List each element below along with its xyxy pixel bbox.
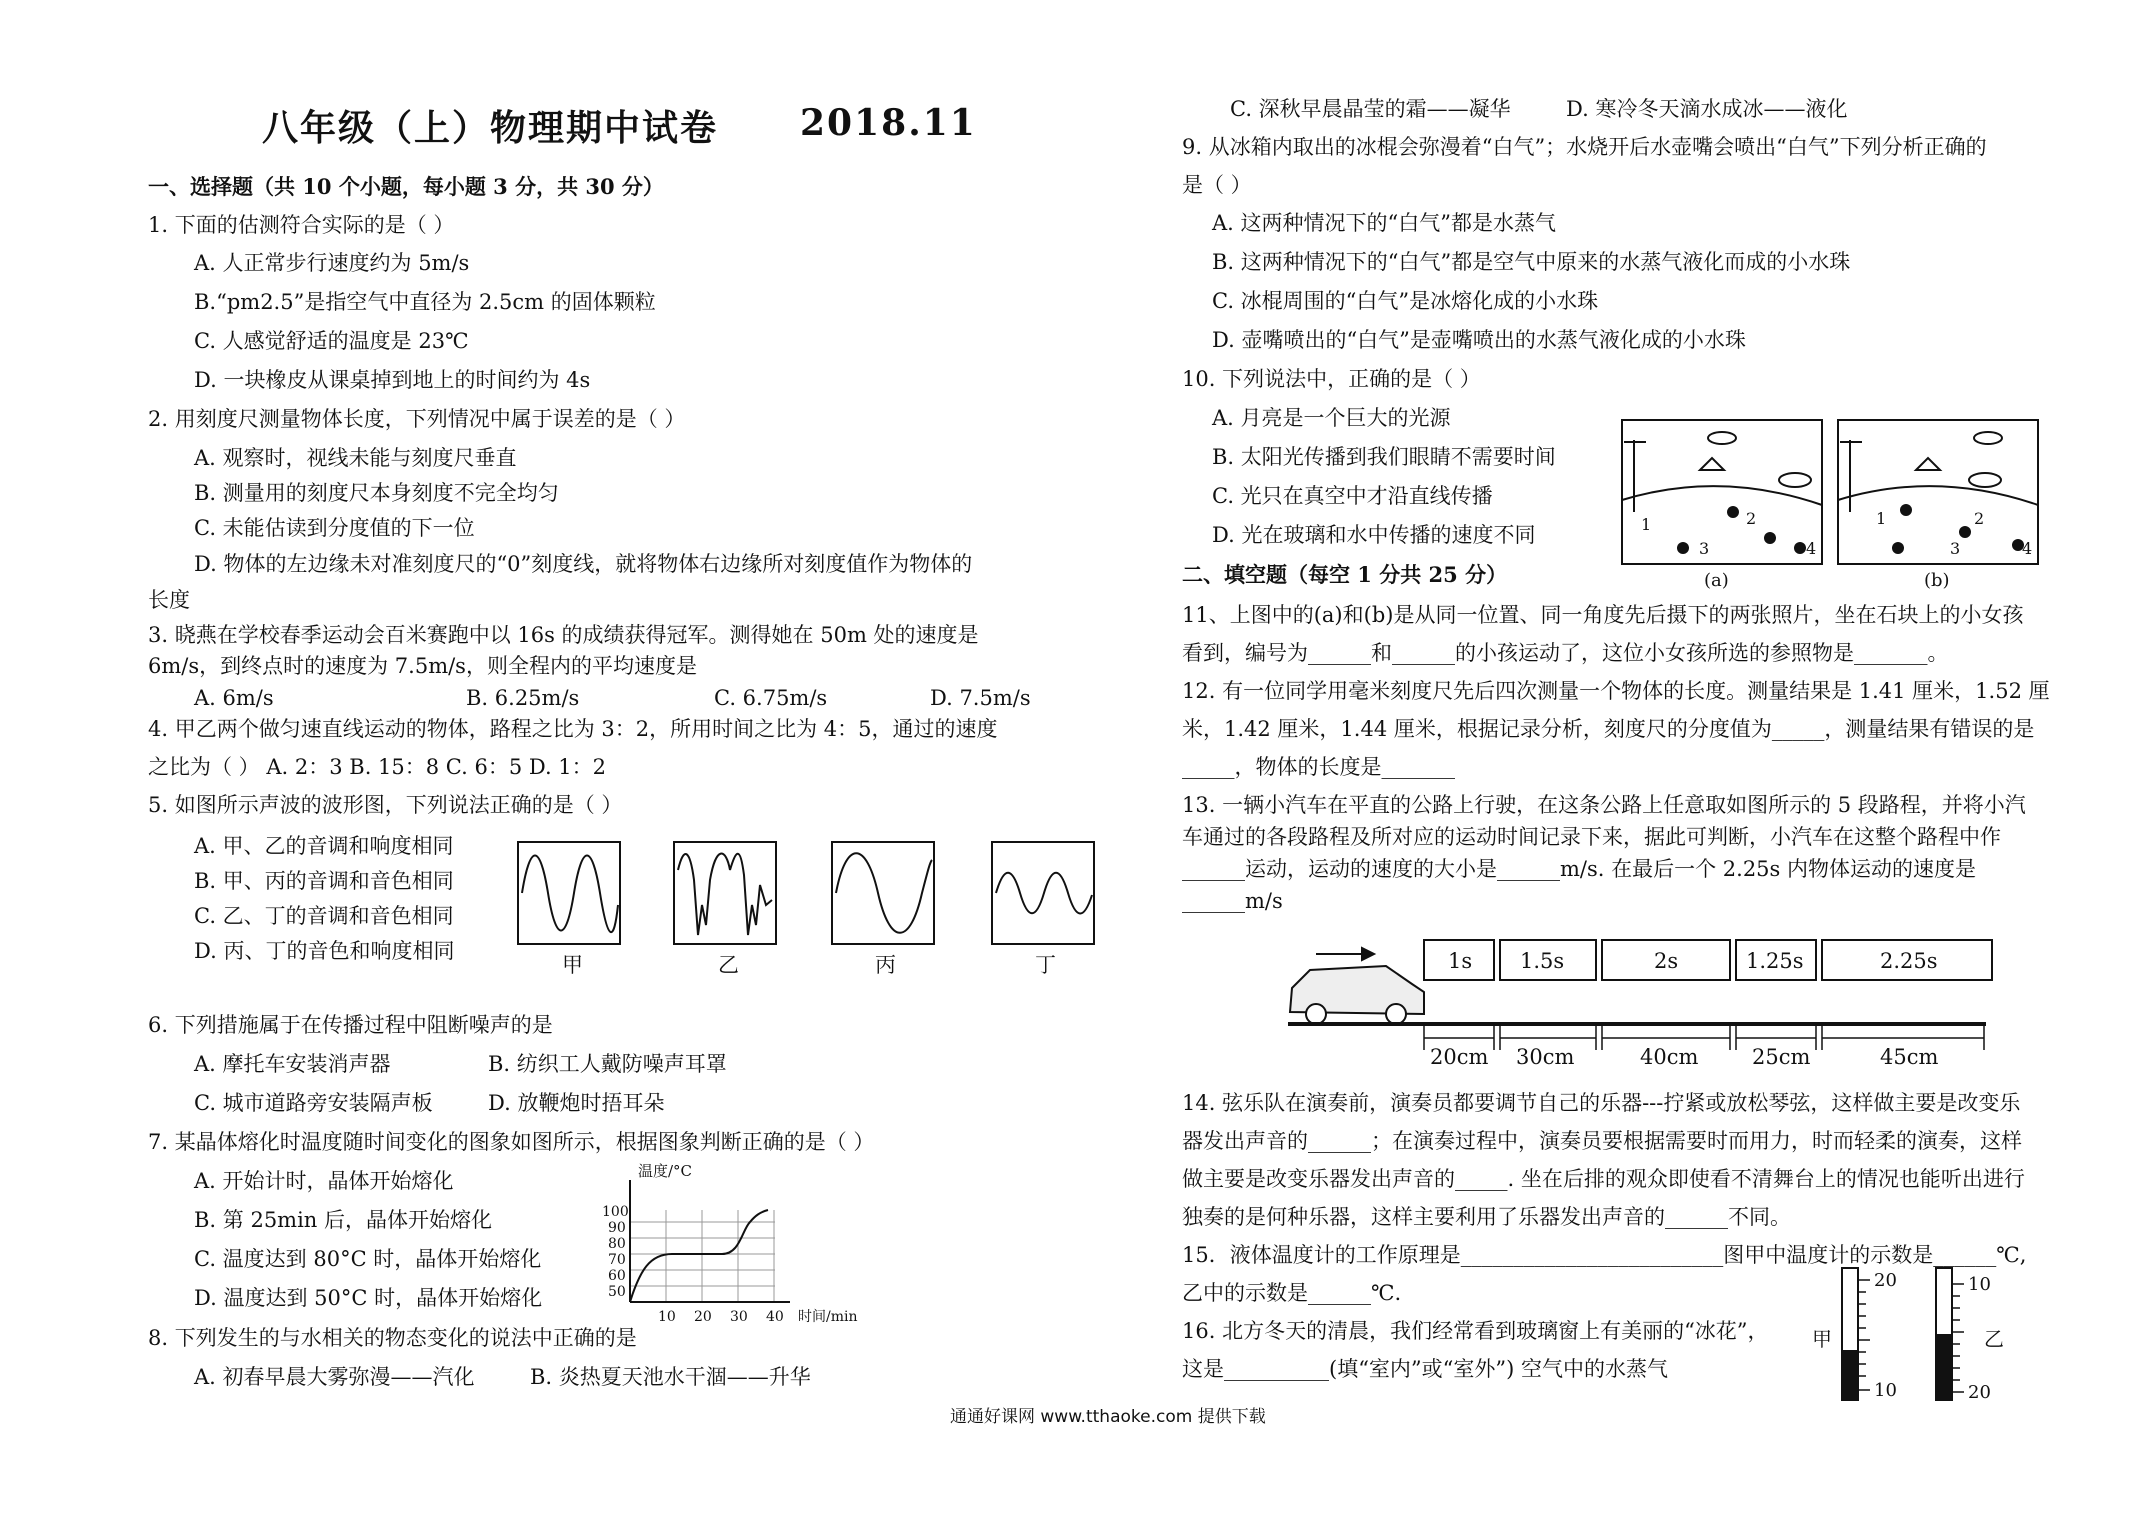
q16-line1: 16. 北方冬天的清晨，我们经常看到玻璃窗上有美丽的“冰花”，	[1182, 1319, 1769, 1343]
q1-option-b: B.“pm2.5”是指空气中直径为 2.5cm 的固体颗粒	[194, 290, 656, 314]
q3-line1: 3. 晓燕在学校春季运动会百米赛跑中以 16s 的成绩获得冠军。测得她在 50m 处的速度是	[148, 623, 979, 647]
q9-option-a: A. 这两种情况下的“白气”都是水蒸气	[1212, 211, 1556, 235]
waveform-label-jia: 甲	[562, 953, 583, 977]
thermometer-jia-liquid	[1843, 1350, 1857, 1400]
q12-line1: 12. 有一位同学用毫米刻度尺先后四次测量一个物体的长度。测量结果是 1.41 厘米，1.52 厘	[1182, 679, 2050, 703]
q11-line1: 11、上图中的(a)和(b)是从同一位置、同一角度先后摄下的两张照片，坐在石块上的小女孩	[1182, 603, 2024, 627]
page-footer: 通通好课网 www.tthaoke.com 提供下载	[950, 1407, 1266, 1427]
q4-line1: 4. 甲乙两个做匀速直线运动的物体，路程之比为 3：2，所用时间之比为 4：5，通过的速度	[148, 717, 998, 741]
exam-date: 2018.11	[800, 102, 977, 144]
photo-a-kid-1: 1	[1641, 515, 1652, 534]
q2-continuation: 长度	[148, 588, 190, 612]
q10-stem: 10. 下列说法中，正确的是（ ）	[1182, 367, 1481, 391]
q9-option-b: B. 这两种情况下的“白气”都是空气中原来的水蒸气液化而成的小水珠	[1212, 250, 1851, 274]
q14-line3: 做主要是改变乐器发出声音的_____. 坐在后排的观众即使看不清舞台上的情况也能听出进行	[1182, 1167, 2025, 1191]
q1-stem: 1. 下面的估测符合实际的是（ ）	[148, 213, 455, 237]
q16-line2: 这是__________(填“室内”或“室外”) 空气中的水蒸气	[1182, 1357, 1669, 1381]
q7-stem: 7. 某晶体熔化时温度随时间变化的图象如图所示，根据图象判断正确的是（ ）	[148, 1130, 875, 1154]
q5-option-b: B. 甲、丙的音调和音色相同	[194, 869, 454, 893]
q6-option-a: A. 摩托车安装消声器	[194, 1052, 391, 1076]
q3-option-a: A. 6m/s	[194, 686, 274, 710]
q15-line2: 乙中的示数是______℃.	[1182, 1281, 1402, 1305]
q14-line4: 独奏的是何种乐器，这样主要利用了乐器发出声音的______不同。	[1182, 1205, 1791, 1229]
chart-xtick-20: 20	[694, 1309, 712, 1325]
q9-option-c: C. 冰棍周围的“白气”是冰熔化成的小水珠	[1212, 289, 1599, 313]
distance-label-4: 25cm	[1752, 1045, 1811, 1069]
thermometer-yi-top: 10	[1968, 1274, 1991, 1295]
time-label-2: 1.5s	[1520, 949, 1565, 973]
q9-option-d: D. 壶嘴喷出的“白气”是壶嘴喷出的水蒸气液化成的小水珠	[1212, 328, 1746, 352]
q8-option-b: B. 炎热夏天池水干涸——升华	[530, 1365, 811, 1389]
thermometer-jia-label: 甲	[1812, 1327, 1832, 1351]
photo-b-kid-1: 1	[1876, 509, 1887, 528]
q10-option-d: D. 光在玻璃和水中传播的速度不同	[1212, 523, 1536, 547]
time-label-4: 1.25s	[1746, 949, 1804, 973]
thermometer-yi-label: 乙	[1984, 1327, 2004, 1351]
q9-line1: 9. 从冰箱内取出的冰棍会弥漫着“白气”；水烧开后水壶嘴会喷出“白气”下列分析正确的	[1182, 135, 1987, 159]
photo-a-label: (a)	[1704, 570, 1729, 591]
chart-ytick-50: 50	[608, 1284, 626, 1300]
q12-line2: 米，1.42 厘米，1.44 厘米，根据记录分析，刻度尺的分度值为_____，测量结果有错误的是	[1182, 717, 2035, 741]
q2-option-d: D. 物体的左边缘未对准刻度尺的“0”刻度线，就将物体右边缘所对刻度值作为物体的	[194, 552, 973, 576]
q5-stem: 5. 如图所示声波的波形图，下列说法正确的是（ ）	[148, 793, 623, 817]
chart-xtick-30: 30	[730, 1309, 748, 1325]
time-label-5: 2.25s	[1880, 949, 1938, 973]
q3-option-d: D. 7.5m/s	[930, 686, 1031, 710]
section2-heading: 二、填空题（每空 1 分共 25 分）	[1182, 562, 1508, 587]
thermometer-yi-liquid	[1937, 1334, 1951, 1400]
q13-line4: ______m/s	[1182, 889, 1283, 913]
section1-heading: 一、选择题（共 10 个小题，每小题 3 分，共 30 分）	[148, 174, 664, 199]
thermometer-yi-bottom: 20	[1968, 1382, 1991, 1403]
q7-option-c: C. 温度达到 80°C 时，晶体开始熔化	[194, 1247, 542, 1271]
photo-b-kid-4: 4	[2022, 539, 2033, 558]
q10-option-a: A. 月亮是一个巨大的光源	[1212, 406, 1451, 430]
q13-line1: 13. 一辆小汽车在平直的公路上行驶，在这条公路上任意取如图所示的 5 段路程，并将小汽	[1182, 793, 2026, 817]
q7-option-d: D. 温度达到 50°C 时，晶体开始熔化	[194, 1286, 543, 1310]
distance-label-5: 45cm	[1880, 1045, 1939, 1069]
q3-line2: 6m/s，到终点时的速度为 7.5m/s，则全程内的平均速度是	[148, 654, 697, 678]
q10-option-b: B. 太阳光传播到我们眼睛不需要时间	[1212, 445, 1556, 469]
waveform-label-ding: 丁	[1035, 953, 1056, 977]
q1-option-a: A. 人正常步行速度约为 5m/s	[194, 251, 470, 275]
q10-option-c: C. 光只在真空中才沿直线传播	[1212, 484, 1493, 508]
q3-option-b: B. 6.25m/s	[466, 686, 580, 710]
q11-line2: 看到，编号为______和______的小孩运动了，这位小女孩所选的参照物是_______。	[1182, 641, 1949, 665]
q4-line2: 之比为（ ） A. 2：3 B. 15：8 C. 6：5 D. 1：2	[148, 755, 607, 779]
thermometer-jia-top: 20	[1874, 1270, 1897, 1291]
photo-a-kid-3: 3	[1699, 539, 1710, 558]
q8-option-d: D. 寒冷冬天滴水成冰——液化	[1566, 97, 1848, 121]
chart-ytick-70: 70	[608, 1252, 626, 1268]
distance-label-1: 20cm	[1430, 1045, 1489, 1069]
distance-label-3: 40cm	[1640, 1045, 1699, 1069]
q6-option-c: C. 城市道路旁安装隔声板	[194, 1091, 433, 1115]
q2-option-a: A. 观察时，视线未能与刻度尺垂直	[194, 446, 517, 470]
chart-xlabel: 时间/min	[798, 1309, 858, 1325]
time-label-3: 2s	[1654, 949, 1679, 973]
q15-line1: 15．液体温度计的工作原理是_________________________图甲中温度计的示数是______℃,	[1182, 1243, 2027, 1267]
q2-stem: 2. 用刻度尺测量物体长度，下列情况中属于误差的是（ ）	[148, 407, 686, 431]
q5-option-a: A. 甲、乙的音调和响度相同	[194, 834, 454, 858]
time-label-1: 1s	[1448, 949, 1473, 973]
q14-line1: 14. 弦乐队在演奏前，演奏员都要调节自己的乐器---拧紧或放松琴弦，这样做主要是改变乐	[1182, 1091, 2021, 1115]
q3-option-c: C. 6.75m/s	[714, 686, 828, 710]
chart-ytick-100: 100	[602, 1204, 629, 1220]
chart-xtick-10: 10	[658, 1309, 676, 1325]
q1-option-d: D. 一块橡皮从课桌掉到地上的时间约为 4s	[194, 368, 591, 392]
q14-line2: 器发出声音的______；在演奏过程中，演奏员要根据需要时而用力，时而轻柔的演奏，这样	[1182, 1129, 2022, 1153]
distance-label-2: 30cm	[1516, 1045, 1575, 1069]
q8-option-a: A. 初春早晨大雾弥漫——汽化	[194, 1365, 475, 1389]
photo-a-kid-4: 4	[1806, 539, 1817, 558]
q5-option-c: C. 乙、丁的音调和音色相同	[194, 904, 454, 928]
q1-option-c: C. 人感觉舒适的温度是 23℃	[194, 329, 469, 353]
chart-ytick-60: 60	[608, 1268, 626, 1284]
photo-a-kid-2: 2	[1746, 509, 1757, 528]
q2-option-c: C. 未能估读到分度值的下一位	[194, 516, 475, 540]
q9-line2: 是（ ）	[1182, 173, 1252, 197]
q7-option-a: A. 开始计时，晶体开始熔化	[194, 1169, 454, 1193]
q6-option-b: B. 纺织工人戴防噪声耳罩	[488, 1052, 727, 1076]
waveform-label-bing: 丙	[875, 953, 896, 977]
q5-option-d: D. 丙、丁的音色和响度相同	[194, 939, 455, 963]
q8-option-c: C. 深秋早晨晶莹的霜——凝华	[1230, 97, 1511, 121]
chart-ylabel: 温度/°C	[638, 1162, 693, 1180]
q7-option-b: B. 第 25min 后，晶体开始熔化	[194, 1208, 493, 1232]
photo-b-kid-2: 2	[1974, 509, 1985, 528]
q13-line2: 车通过的各段路程及所对应的运动时间记录下来，据此可判断，小汽车在这整个路程中作	[1182, 825, 2001, 849]
photo-b-label: (b)	[1924, 570, 1950, 591]
exam-title: 八年级（上）物理期中试卷	[262, 107, 719, 149]
q6-stem: 6. 下列措施属于在传播过程中阻断噪声的是	[148, 1013, 553, 1037]
q8-stem: 8. 下列发生的与水相关的物态变化的说法中正确的是	[148, 1326, 637, 1350]
q12-line3: _____，物体的长度是_______	[1182, 755, 1455, 779]
q6-option-d: D. 放鞭炮时捂耳朵	[488, 1091, 665, 1115]
q13-line3: ______运动，运动的速度的大小是______m/s. 在最后一个 2.25s 内物体运动的速度是	[1182, 857, 1976, 881]
photo-b-kid-3: 3	[1950, 539, 1961, 558]
q2-option-b: B. 测量用的刻度尺本身刻度不完全均匀	[194, 481, 559, 505]
chart-ytick-80: 80	[608, 1236, 626, 1252]
thermometer-jia-bottom: 10	[1874, 1380, 1897, 1401]
waveform-label-yi: 乙	[718, 953, 739, 977]
chart-xtick-40: 40	[766, 1309, 784, 1325]
chart-ytick-90: 90	[608, 1220, 626, 1236]
